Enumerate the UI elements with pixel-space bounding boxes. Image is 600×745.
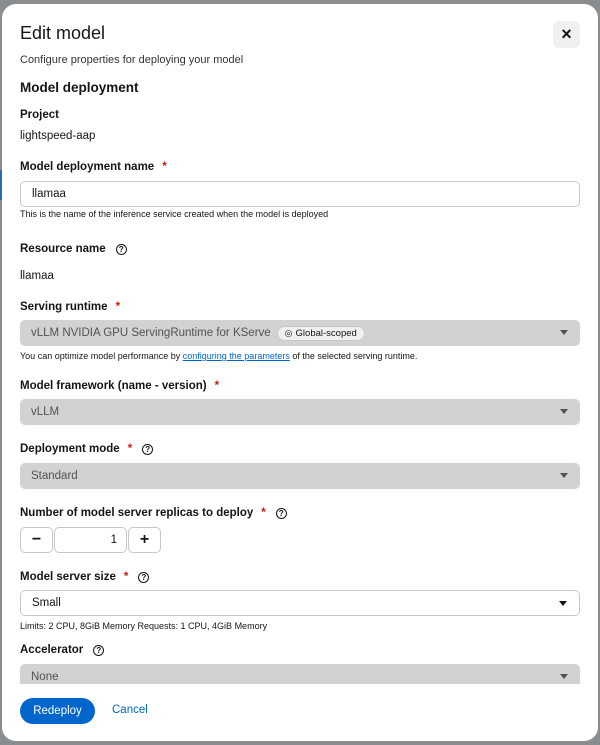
help-icon[interactable]: ?: [93, 645, 104, 656]
help-icon[interactable]: ?: [138, 572, 149, 583]
deployment-mode-label: [20, 443, 153, 455]
accelerator-select[interactable]: [20, 664, 580, 684]
server-size-selected: Small: [32, 597, 61, 609]
modal-description: Configure properties for deploying your model: [20, 54, 244, 66]
required-mark: *: [214, 380, 220, 392]
caret-down-icon: [560, 330, 568, 335]
resource-name-label-text: Resource name: [20, 243, 106, 255]
close-icon: ×: [561, 24, 572, 44]
accelerator-selected: None: [31, 671, 59, 683]
increment-button[interactable]: [128, 527, 161, 553]
caret-down-icon: [560, 674, 568, 679]
configure-parameters-link[interactable]: configuring the parameters: [182, 351, 290, 361]
minus-icon: −: [31, 531, 42, 548]
model-framework-label-text: Model framework (name - version): [20, 380, 207, 392]
global-scoped-badge: [277, 326, 365, 341]
serving-runtime-selected: vLLM NVIDIA GPU ServingRuntime for KServe: [31, 327, 271, 339]
replicas-input[interactable]: [54, 527, 127, 553]
serving-runtime-label: [20, 301, 120, 313]
help-icon[interactable]: ?: [276, 508, 287, 519]
serving-runtime-select[interactable]: [20, 320, 580, 346]
plus-icon: +: [139, 531, 150, 548]
server-size-label-text: Model server size: [20, 571, 116, 583]
accelerator-label: [20, 644, 104, 656]
serving-runtime-label-text: Serving runtime: [20, 301, 108, 313]
caret-down-icon: [560, 473, 568, 478]
deployment-name-label: [20, 161, 167, 173]
help-icon[interactable]: ?: [142, 444, 153, 455]
project-value: lightspeed-aap: [20, 130, 96, 142]
accelerator-label-text: Accelerator: [20, 644, 84, 656]
caret-down-icon: [560, 409, 568, 414]
resource-name-value: llamaa: [20, 270, 54, 282]
server-size-select[interactable]: [20, 590, 580, 616]
replicas-label-text: Number of model server replicas to deploy: [20, 507, 254, 519]
required-mark: *: [261, 507, 266, 519]
required-mark: *: [162, 161, 167, 173]
deployment-mode-label-text: Deployment mode: [20, 443, 120, 455]
modal-body: [2, 66, 598, 684]
deployment-name-label-text: Model deployment name: [20, 161, 155, 173]
server-size-label: [20, 571, 149, 583]
deployment-name-helper: This is the name of the inference service created when the model is deployed: [20, 209, 329, 219]
caret-down-icon: [559, 601, 567, 606]
modal-footer: [2, 684, 598, 741]
resource-name-label: [20, 243, 127, 255]
replicas-value: 1: [110, 534, 117, 546]
server-size-helper: Limits: 2 CPU, 8GiB Memory Requests: 1 CPU, 4GiB Memory: [20, 621, 268, 631]
globe-icon: ◎: [284, 327, 293, 338]
badge-label: Global-scoped: [295, 327, 357, 339]
edit-model-modal: [2, 4, 598, 741]
replicas-label: [20, 507, 287, 519]
replicas-stepper: [20, 527, 161, 553]
required-mark: *: [123, 571, 129, 583]
model-framework-label: [20, 380, 219, 392]
required-mark: *: [115, 301, 121, 313]
help-icon[interactable]: ?: [116, 244, 127, 255]
deployment-mode-select[interactable]: [20, 463, 580, 489]
deployment-name-input[interactable]: [20, 181, 580, 207]
section-title: Model deployment: [20, 80, 139, 95]
project-label-text: Project: [20, 109, 59, 121]
cancel-button[interactable]: Cancel: [112, 704, 148, 716]
helper-prefix: You can optimize model performance by: [20, 351, 183, 361]
required-mark: *: [127, 443, 133, 455]
modal-title: Edit model: [20, 23, 106, 43]
helper-suffix: of the selected serving runtime.: [289, 351, 418, 361]
deployment-mode-selected: Standard: [31, 470, 78, 482]
serving-runtime-helper: [20, 351, 417, 361]
close-button[interactable]: [553, 21, 580, 48]
decrement-button[interactable]: [20, 527, 53, 553]
deployment-name-value: llamaa: [32, 188, 66, 200]
model-framework-selected: vLLM: [31, 406, 60, 418]
project-label: [20, 109, 59, 121]
redeploy-button[interactable]: Redeploy: [20, 698, 95, 724]
model-framework-select[interactable]: [20, 399, 580, 425]
